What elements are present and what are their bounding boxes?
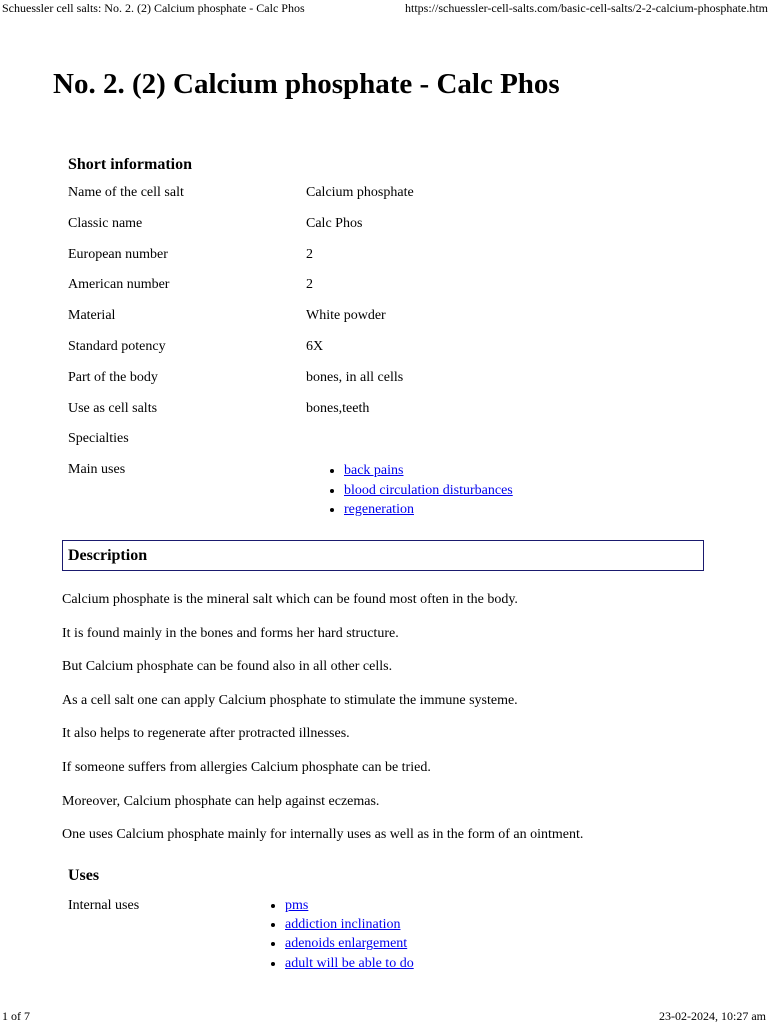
info-label: Name of the cell salt [68, 185, 184, 200]
table-row [68, 428, 513, 459]
table-row [68, 244, 513, 275]
description-paragraph: It also helps to regenerate after protracted illnesses. [62, 726, 350, 742]
table-row [68, 305, 513, 336]
info-value: 2 [306, 277, 313, 293]
main-uses-cell [306, 459, 513, 520]
page-title: No. 2. (2) Calcium phosphate - Calc Phos [53, 68, 560, 100]
list-item [344, 500, 513, 520]
main-uses-list [306, 461, 513, 520]
info-value: 2 [306, 246, 313, 262]
internal-uses-cell [246, 896, 414, 973]
description-paragraph: It is found mainly in the bones and forms her hard structure. [62, 625, 399, 641]
info-label: Standard potency [68, 338, 166, 354]
list-item [285, 896, 414, 915]
info-value: Calcium phosphate [306, 185, 414, 200]
info-label: Use as cell salts [68, 400, 158, 416]
internal-use-link-adenoids[interactable]: adenoids enlargement [285, 936, 408, 952]
table-row [68, 459, 513, 520]
main-use-link-regeneration[interactable]: regeneration [344, 502, 414, 518]
info-label: European number [68, 246, 168, 262]
print-date: 23-02-2024, 10:27 am [659, 1009, 766, 1023]
info-label: American number [68, 277, 170, 293]
uses-heading: Uses [68, 867, 100, 884]
info-value: Calc Phos [306, 215, 363, 231]
info-value [306, 428, 513, 459]
main-use-link-back-pains[interactable]: back pains [344, 463, 404, 479]
info-label: Material [68, 308, 116, 324]
short-information-table [68, 182, 513, 520]
table-row [68, 367, 513, 398]
uses-section [68, 866, 708, 973]
table-row [68, 336, 513, 367]
info-label: Part of the body [68, 369, 158, 385]
table-row [68, 213, 513, 244]
table-row [68, 274, 513, 305]
description-heading-box [62, 540, 704, 571]
info-value: White powder [306, 308, 386, 324]
internal-use-link-addiction[interactable]: addiction inclination [285, 917, 401, 933]
description-paragraph: As a cell salt one can apply Calcium phosphate to stimulate the immune systeme. [62, 692, 518, 708]
table-row [68, 398, 513, 429]
description-paragraph: Moreover, Calcium phosphate can help against eczemas. [62, 793, 380, 809]
info-label: Specialties [68, 431, 129, 447]
info-value: 6X [306, 338, 324, 354]
internal-use-link-adult[interactable]: adult will be able to do [285, 955, 414, 971]
list-item [285, 915, 414, 934]
description-paragraph: But Calcium phosphate can be found also in all other cells. [62, 659, 393, 675]
main-uses-label: Main uses [68, 462, 126, 478]
info-label: Classic name [68, 215, 143, 231]
list-item [344, 461, 513, 481]
uses-table [68, 896, 414, 973]
short-information-heading: Short information [68, 156, 192, 173]
document-url: https://schuessler-cell-salts.com/basic-cell-salts/2-2-calcium-phosphate.htm [405, 1, 768, 15]
print-header [0, 1, 768, 17]
table-row [68, 896, 414, 973]
page-count: 1 of 7 [2, 1009, 30, 1023]
info-value: bones,teeth [306, 400, 370, 416]
short-information-section [68, 155, 708, 520]
internal-use-link-pms[interactable]: pms [285, 898, 309, 913]
description-paragraph: One uses Calcium phosphate mainly for internally uses as well as in the form of an ointment. [62, 827, 584, 843]
document-title: Schuessler cell salts: No. 2. (2) Calcium phosphate - Calc Phos [2, 1, 305, 15]
description-body [62, 592, 752, 861]
list-item [285, 934, 414, 953]
description-paragraph: If someone suffers from allergies Calcium phosphate can be tried. [62, 759, 431, 775]
list-item [285, 954, 414, 973]
main-use-link-blood-circulation[interactable]: blood circulation disturbances [344, 482, 513, 498]
description-paragraph: Calcium phosphate is the mineral salt which can be found most often in the body. [62, 592, 518, 607]
info-value: bones, in all cells [306, 369, 404, 385]
internal-uses-list [246, 896, 414, 973]
table-row [68, 182, 513, 213]
internal-uses-label: Internal uses [68, 898, 140, 913]
description-heading: Description [68, 547, 148, 564]
list-item [344, 481, 513, 501]
